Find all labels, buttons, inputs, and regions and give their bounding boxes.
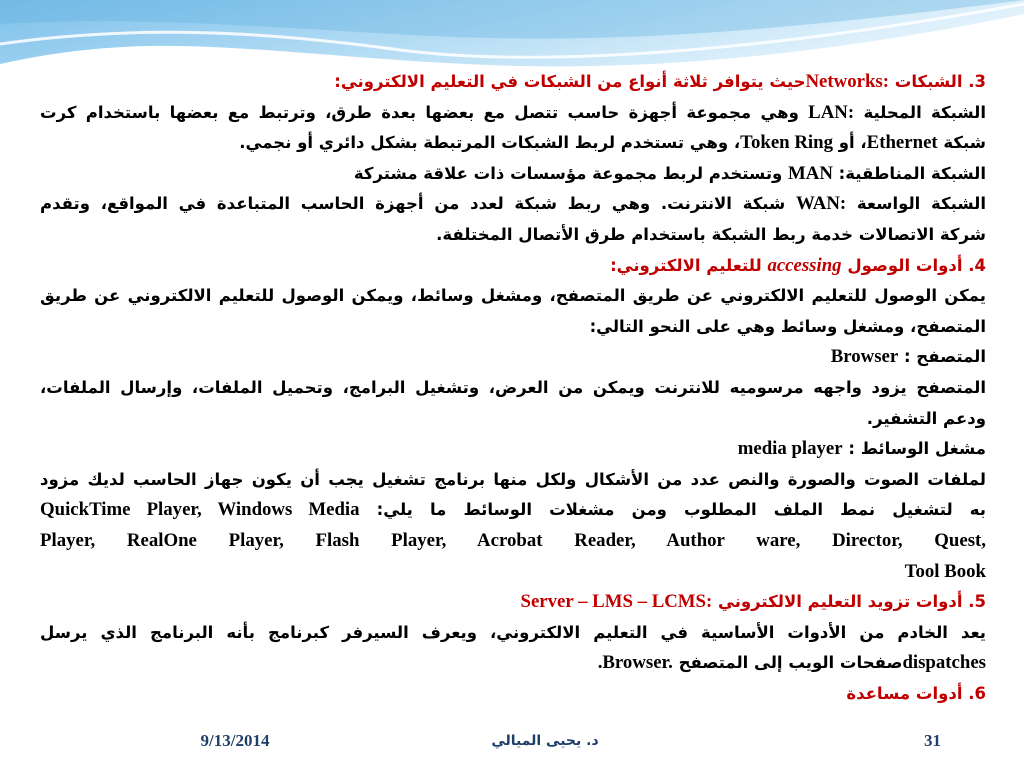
server-description-line-1 [40, 618, 986, 649]
heading-title: 6. أدوات مساعدة [846, 683, 986, 703]
heading-text: حيث يتوافر ثلاثة أنواع من الشبكات في التعليم الالكتروني: [334, 72, 806, 91]
english-term: media player [737, 438, 843, 460]
description-text: وهي مجموعة أجهزة حاسب تتصل مع بعضها بعدة طرق، وترتبط مع بعضها باستخدام كرت [40, 102, 799, 122]
server-description-line-2 [40, 648, 986, 679]
lan-description-line-2 [40, 128, 986, 159]
man-description [40, 159, 986, 190]
paragraph-text: به لتشغيل نمط الملف المطلوب ومن مشغلات الوسائط ما يلي: [376, 500, 987, 520]
english-term: MAN [788, 162, 833, 184]
section-4-access-tools-heading [40, 251, 986, 282]
description-text: شبكة [943, 133, 986, 153]
browser-subheading [40, 342, 986, 373]
english-term: WAN: [796, 193, 847, 215]
english-term: .Browser. [597, 652, 673, 674]
english-term: dispatches [902, 652, 986, 674]
term-label: الشبكة المناطقية: [838, 163, 986, 183]
english-term: accessing [767, 254, 842, 276]
wan-description-line-2 [40, 220, 986, 251]
heading-title: 4. أدوات الوصول [847, 255, 986, 275]
english-term: Token Ring [740, 132, 833, 154]
media-player-list-start: QuickTime Player, Windows Media [40, 499, 360, 521]
english-term: Server – LMS – LCMS: [520, 591, 713, 613]
footer-author: د. يحيى الميالي [491, 733, 599, 749]
media-player-subheading [40, 434, 986, 465]
paragraph-text: صفحات الويب إلى المتصفح [678, 653, 903, 673]
description-text: ، وهي تستخدم لربط الشبكات المرتبطة بشكل دائري أو نجمي. [239, 133, 741, 153]
browser-description-line-1 [40, 373, 986, 404]
heading-title: 3. الشبكات [894, 72, 986, 91]
term-label: الشبكة المحلية [863, 102, 987, 122]
media-player-list-line [40, 526, 986, 557]
section-3-networks-heading [40, 67, 986, 98]
paragraph-text: يعد الخادم من الأدوات الأساسية في التعليم الالكتروني، ويعرف السيرفر كبرنامج بأنه البرنامج الذي يرسل [40, 622, 986, 642]
description-text: شركة الاتصالات خدمة ربط الشبكة باستخدام طرق الأتصال المختلفة. [436, 224, 986, 244]
english-term: Ethernet [866, 132, 938, 154]
paragraph-text: ودعم التشفير. [866, 408, 986, 428]
section-6-helper-tools-heading [40, 679, 986, 710]
paragraph-text: يمكن الوصول للتعليم الالكتروني عن طريق المتصفح، ومشغل وسائط، ويمكن الوصول للتعليم الالكتروني عن طريق [40, 286, 986, 306]
slide-footer [0, 728, 1024, 754]
heading-text: للتعليم الالكتروني: [610, 255, 762, 275]
footer-date: 9/13/2014 [200, 731, 270, 750]
media-player-description-line-1 [40, 465, 986, 496]
english-term: Browser [830, 346, 899, 368]
paragraph-text: المتصفح يزود واجهه مرسوميه للانترنت ويمكن من العرض، وتشغيل البرامج، وتحميل الملفات، وإرسال الملفات، [40, 377, 986, 397]
term-label: الشبكة الواسعة [856, 194, 987, 214]
access-intro-line-2 [40, 312, 986, 343]
description-text: وتستخدم لربط مجموعة مؤسسات ذات علاقة مشتركة [353, 163, 783, 183]
heading-title: 5. أدوات تزويد التعليم الالكتروني [718, 592, 986, 612]
term-label: المتصفح : [903, 347, 986, 367]
paragraph-text: لملفات الصوت والصورة والنص عدد من الأشكال ولكل منها برنامج تشغيل يجب أن يكون جهاز الحاسب لديك مزود [40, 469, 986, 489]
section-5-server-tools-heading [40, 587, 986, 618]
media-player-list-end [40, 557, 986, 588]
paragraph-text: المتصفح، ومشغل وسائط وهي على النحو التالي: [589, 316, 986, 336]
term-label: مشغل الوسائط : [848, 439, 986, 459]
media-player-description-line-2 [40, 495, 986, 526]
media-player-list: Tool Book [904, 560, 986, 582]
description-text: ، أو [838, 133, 867, 153]
browser-description-line-2 [40, 404, 986, 435]
wan-description-line-1 [40, 189, 986, 220]
english-term: LAN: [808, 101, 855, 123]
media-player-list: Player, RealOne Player, Flash Player, Acrobat Reader, Author ware, Director, Quest, [40, 529, 986, 551]
english-term: Networks: [805, 71, 889, 92]
description-text: شبكة الانترنت. وهي ربط شبكة لعدد من أجهزة الحاسب المتباعدة في المواقع، وتقدم [40, 194, 786, 214]
slide-number: 31 [924, 731, 941, 750]
slide-body [40, 67, 986, 709]
lan-description-line-1 [40, 98, 986, 129]
access-intro-line-1 [40, 281, 986, 312]
